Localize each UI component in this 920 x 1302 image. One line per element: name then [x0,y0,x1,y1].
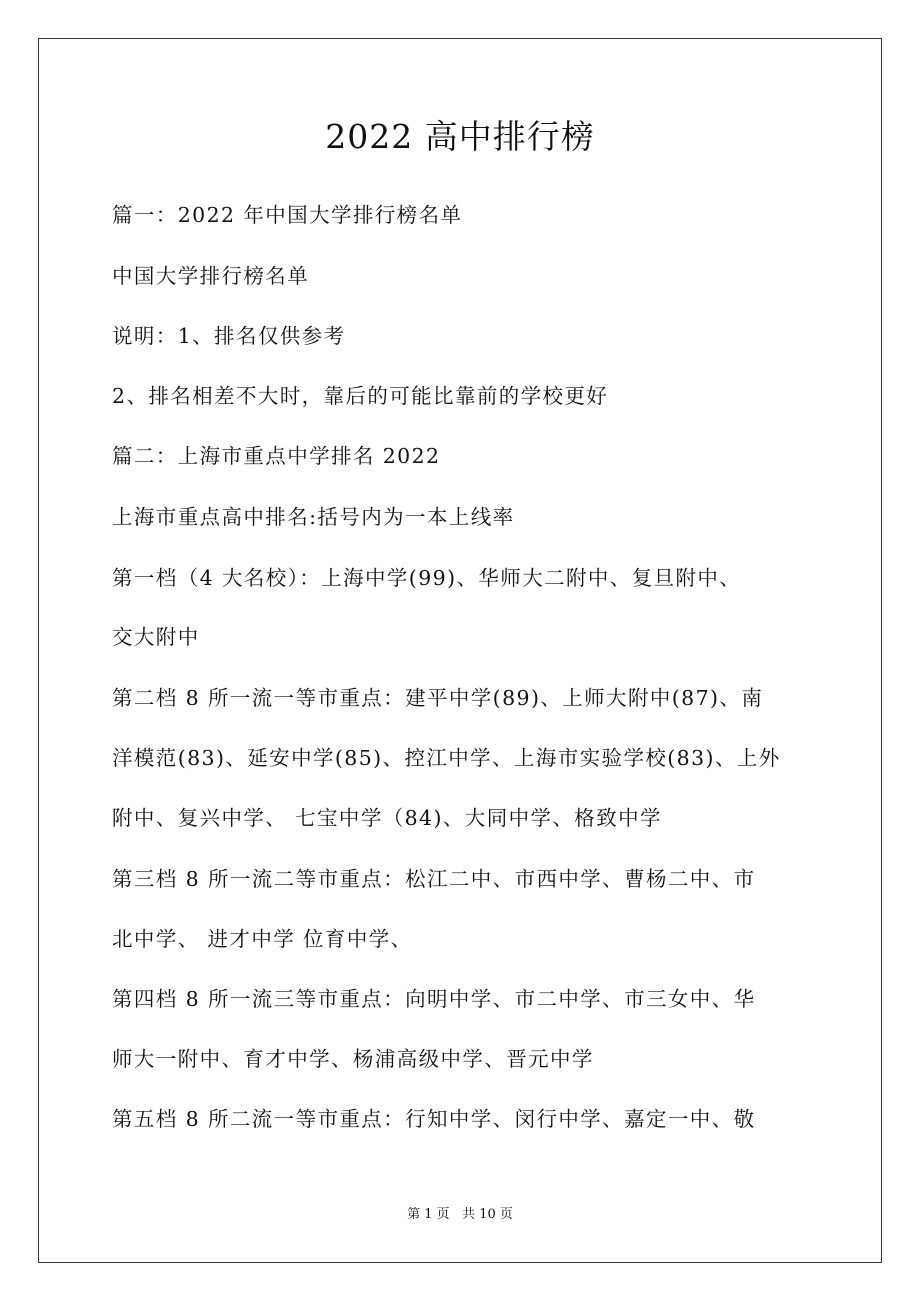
text-line: 第一档（4 大名校）：上海中学(99)、华师大二附中、复旦附中、 [112,566,742,590]
text-line: 2、排名相差不大时，靠后的可能比靠前的学校更好 [112,384,609,408]
text-line: 洋模范(83)、延安中学(85)、控江中学、上海市实验学校(83)、上外 [112,746,781,770]
text-line: 第四档 8 所一流三等市重点：向明中学、市二中学、市三女中、华 [112,987,756,1011]
text-line: 附中、复兴中学、 七宝中学（84)、大同中学、格致中学 [112,806,662,830]
page-title: 2022 高中排行榜 [325,117,595,156]
text-line: 师大一附中、育才中学、杨浦高级中学、晋元中学 [112,1047,594,1071]
text-line: 上海市重点高中排名:括号内为一本上线率 [112,505,515,529]
text-line: 第五档 8 所二流一等市重点：行知中学、闵行中学、嘉定一中、敬 [112,1107,756,1131]
text-line: 篇一：2022 年中国大学排行榜名单 [112,203,463,227]
text-line: 中国大学排行榜名单 [112,264,310,288]
text-line: 第二档 8 所一流一等市重点：建平中学(89)、上师大附中(87)、南 [112,686,764,710]
text-line: 交大附中 [112,625,200,649]
text-line: 北中学、 进才中学 位育中学、 [112,927,413,951]
text-line: 说明：1、排名仅供参考 [112,324,346,348]
text-line: 第三档 8 所一流二等市重点：松江二中、市西中学、曹杨二中、市 [112,867,756,891]
text-line: 篇二：上海市重点中学排名 2022 [112,444,441,468]
page-footer: 第 1 页 共 10 页 [407,1207,513,1222]
